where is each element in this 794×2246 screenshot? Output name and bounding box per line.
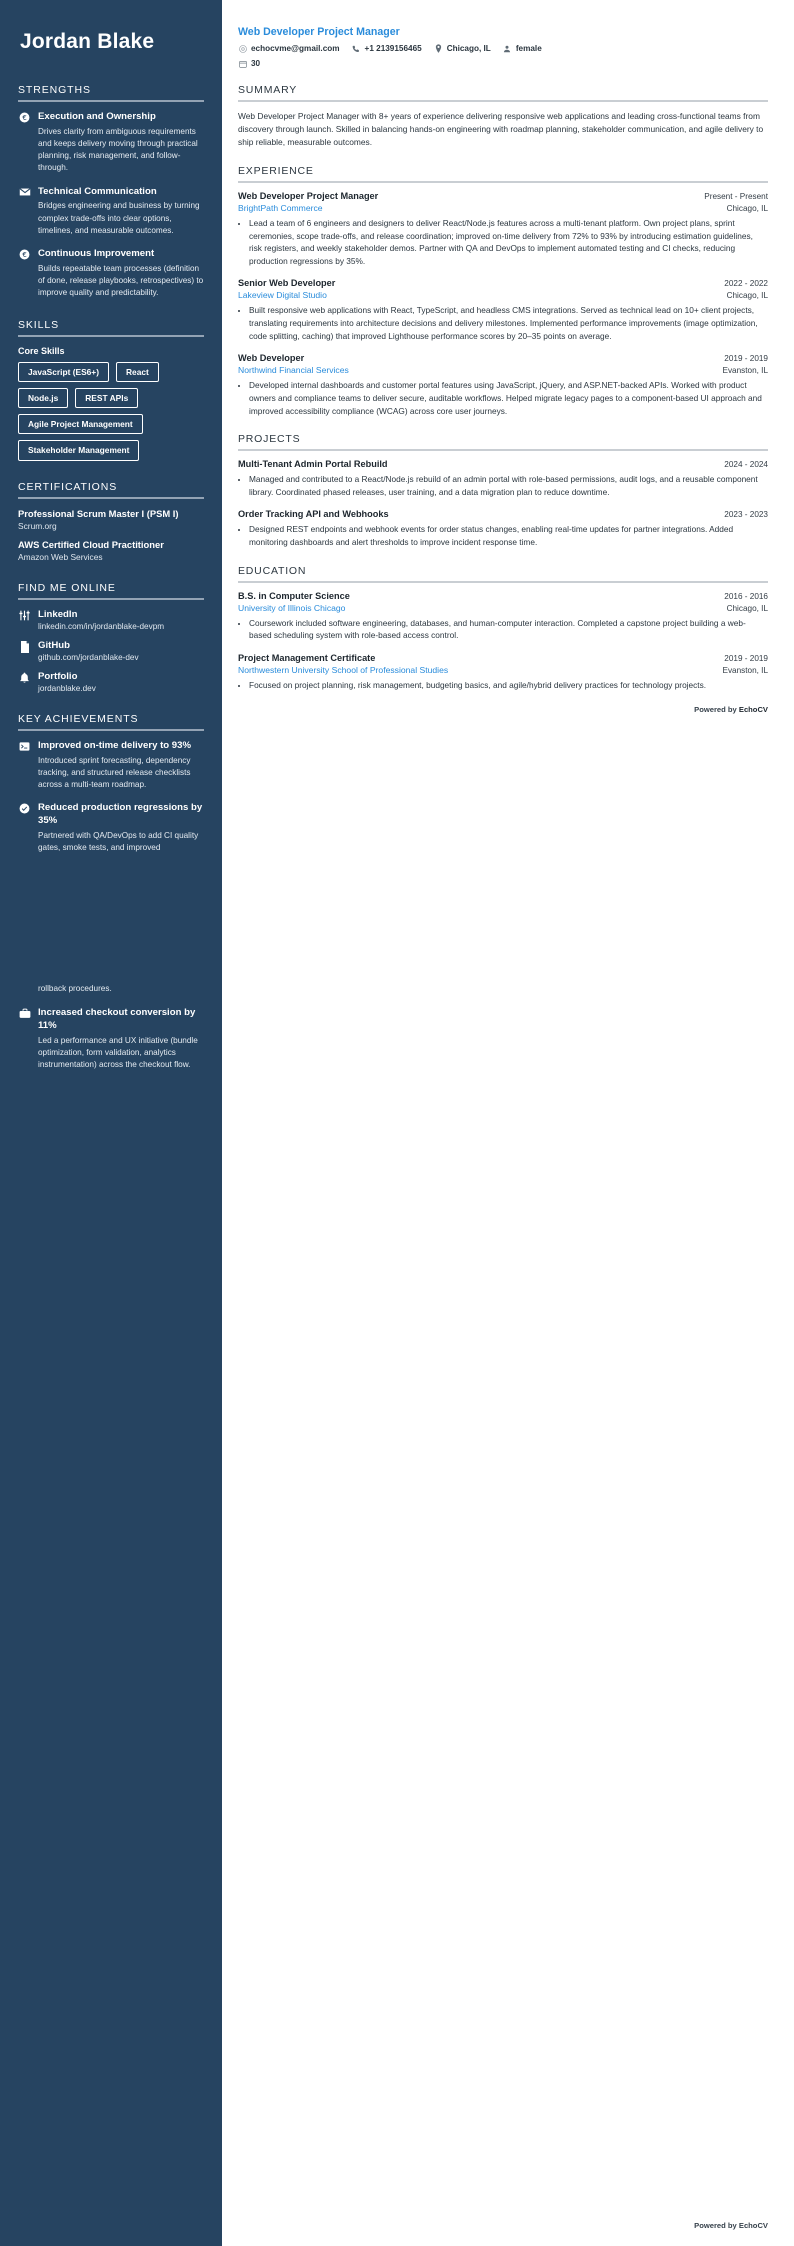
link-label: Portfolio [38, 670, 78, 682]
calendar-icon [238, 60, 247, 68]
entry-date: 2024 - 2024 [724, 460, 768, 470]
strengths-title: STRENGTHS [18, 84, 91, 96]
spacer-icon [18, 983, 31, 995]
entry-school[interactable]: Northwestern University School of Professional Studies [238, 664, 449, 675]
strength-desc: Bridges engineering and business by turning complex trade-offs into clear options, timelines, and measurable outcomes. [38, 201, 200, 235]
achievement-item [18, 1007, 204, 1071]
achievement-title: Reduced production regressions by 35% [38, 802, 203, 827]
strength-title: Execution and Ownership [38, 111, 156, 122]
link-label: GitHub [38, 639, 70, 651]
achievement-item [18, 802, 204, 854]
entry-date: 2023 - 2023 [724, 510, 768, 520]
contact-age [238, 59, 768, 68]
bell-icon [18, 671, 31, 693]
briefcase-icon [18, 1007, 31, 1071]
entry-degree: B.S. in Computer Science [238, 590, 350, 601]
certification-name: AWS Certified Cloud Practitioner [18, 538, 164, 550]
project-entry [238, 459, 768, 498]
achievement-desc: Partnered with QA/DevOps to add CI quality gates, smoke tests, and improved [38, 831, 199, 853]
bullet: • Lead a team of 6 engineers and designers to deliver React/Node.js features across a multi-tenant platform. Own project plans, sprint ceremonies, scope trade-offs, and release coordination; improved on-time delivery from 72% to 93% by introducing estimation guidelines, risk registers, and weekly stakeholder demos. Partner with QA and DevOps to implement automated testing and CI checks, reducing production regressions by 35%. [249, 217, 768, 267]
skill-chip: JavaScript (ES6+) [18, 362, 109, 382]
achievement-desc-overflow: rollback procedures. [38, 984, 112, 994]
entry-bullets [238, 217, 768, 267]
entry-date: 2019 - 2019 [724, 653, 768, 663]
section-divider [238, 100, 768, 102]
link-url: github.com/jordanblake-dev [38, 652, 139, 662]
entry-bullets [238, 304, 768, 342]
strength-desc: Builds repeatable team processes (definition of done, release playbooks, retrospectives) to improve quality and predictability. [38, 263, 204, 298]
contact-row [238, 44, 768, 68]
projects-title: PROJECTS [238, 433, 301, 446]
strength-item [18, 186, 204, 237]
certification-item [18, 539, 204, 562]
strength-item [18, 248, 204, 299]
link-item-linkedin[interactable] [18, 609, 204, 631]
sidebar-section-skills [18, 319, 204, 460]
entry-bullets [238, 379, 768, 417]
sidebar-section-achievements [18, 713, 204, 1071]
entry-school[interactable]: University of Illinois Chicago [238, 602, 346, 613]
entry-bullets [238, 679, 768, 692]
contact-location [434, 44, 491, 53]
entry-location: Evanston, IL [722, 665, 768, 675]
sidebar-section-links [18, 582, 204, 693]
strength-item [18, 111, 204, 175]
skill-chip: REST APIs [75, 388, 138, 408]
skill-chip: Node.js [18, 388, 68, 408]
entry-location: Chicago, IL [726, 603, 768, 613]
entry-bullets [238, 617, 768, 642]
powered-by-brand: EchoCV [738, 705, 768, 715]
section-projects [238, 433, 768, 548]
strength-desc: Drives clarity from ambiguous requirements and keeps delivery moving through practical planning, risk management, and follow-through. [38, 126, 198, 173]
entry-org[interactable]: Northwind Financial Services [238, 365, 349, 376]
achievements-title: KEY ACHIEVEMENTS [18, 712, 139, 725]
entry-role: Senior Web Developer [238, 278, 336, 289]
entry-date: 2022 - 2022 [724, 279, 768, 289]
entry-role: Web Developer Project Manager [238, 191, 379, 202]
candidate-name: Jordan Blake [20, 30, 155, 53]
skill-chip: Agile Project Management [18, 414, 143, 434]
powered-by-prefix: Powered by [694, 705, 739, 715]
entry-bullets [238, 473, 768, 498]
skills-group-label: Core Skills [18, 346, 65, 357]
powered-by-note-bottom [694, 2221, 768, 2230]
entry-degree: Project Management Certificate [238, 652, 376, 663]
link-url: jordanblake.dev [38, 683, 96, 693]
achievement-title: Increased checkout conversion by 11% [38, 1006, 196, 1031]
contact-gender [503, 44, 542, 53]
entry-role: Multi-Tenant Admin Portal Rebuild [238, 459, 388, 470]
entry-location: Evanston, IL [722, 366, 768, 376]
sidebar-section-strengths [18, 84, 204, 299]
certification-item [18, 508, 204, 531]
entry-role: Web Developer [238, 353, 305, 364]
link-item-portfolio[interactable] [18, 671, 204, 693]
section-experience [238, 165, 768, 417]
entry-bullets [238, 523, 768, 548]
svg-text:€: € [22, 250, 27, 259]
education-entry [238, 653, 768, 692]
section-divider [18, 497, 204, 499]
link-url: linkedin.com/in/jordanblake-devpm [38, 621, 165, 631]
summary-text: Web Developer Project Manager with 8+ years of experience delivering responsive web applications and leading cross-functional teams from discovery through launch. Skilled in balancing hands-on engineering with roadmap planning, stakeholder communication, and agile delivery to ship reliable, measurable outcomes. [238, 111, 764, 148]
summary-title: SUMMARY [238, 84, 298, 96]
links-title: FIND ME ONLINE [18, 581, 116, 594]
experience-entry [238, 191, 768, 267]
section-divider [238, 449, 768, 451]
contact-location-text: Chicago, IL [446, 44, 491, 53]
link-item-github[interactable] [18, 640, 204, 662]
check-circle-icon [18, 802, 31, 854]
entry-location: Chicago, IL [726, 204, 768, 214]
sidebar-section-certifications [18, 481, 204, 562]
education-entry [238, 591, 768, 642]
bullet: • Managed and contributed to a React/Node.js rebuild of an admin portal with role-based permissions, audit logs, and a reusable component library. Coordinated phased releases, user training, and a data migration plan to reduce downtime. [249, 473, 768, 498]
powered-by-brand: EchoCV [738, 2221, 768, 2230]
link-label: LinkedIn [38, 608, 78, 620]
section-divider [238, 581, 768, 583]
section-summary [238, 84, 768, 149]
powered-by-note-top [238, 705, 768, 714]
strength-title: Technical Communication [38, 185, 157, 197]
contact-phone-text: +1 2139156465 [364, 44, 422, 53]
terminal-icon [18, 740, 31, 791]
certification-org: Scrum.org [18, 520, 57, 531]
section-divider [18, 335, 204, 337]
certification-name: Professional Scrum Master I (PSM I) [18, 507, 179, 519]
strength-title: Continuous Improvement [38, 247, 155, 259]
certification-org: Amazon Web Services [18, 551, 103, 562]
contact-gender-text: female [515, 44, 542, 53]
achievement-title: Improved on-time delivery to 93% [38, 739, 192, 751]
section-education [238, 565, 768, 692]
certifications-title: CERTIFICATIONS [18, 480, 118, 493]
achievement-item [18, 740, 204, 791]
phone-icon [352, 45, 361, 53]
section-divider [18, 100, 204, 102]
euro-circle-icon [18, 248, 31, 299]
at-icon [238, 45, 247, 53]
file-icon [18, 640, 31, 662]
section-divider [18, 729, 204, 731]
powered-by-prefix: Powered by [694, 2221, 739, 2230]
euro-circle-icon [18, 111, 31, 175]
achievement-desc-continuation [18, 983, 204, 995]
experience-entry [238, 278, 768, 342]
contact-phone[interactable] [352, 44, 422, 53]
project-entry [238, 509, 768, 548]
skill-chip: React [116, 362, 159, 382]
bullet: • Coursework included software engineering, databases, and human-computer interaction. Completed a capstone project building a web-based scheduling system with role-based access control. [249, 617, 768, 642]
bullet: • Designed REST endpoints and webhook events for order status changes, enabling real-time updates for partner integrations. Added monitoring dashboards and alert thresholds to improve incident response time. [249, 523, 768, 548]
sidebar [0, 0, 222, 2246]
main-content [222, 0, 794, 2246]
section-divider [238, 181, 768, 183]
bullet: • Focused on project planning, risk management, budgeting basics, and agile/hybrid delivery practices for technology projects. [249, 679, 768, 692]
headline-title: Web Developer Project Manager [238, 26, 400, 38]
entry-date: 2016 - 2016 [724, 591, 768, 601]
page-break-gap [18, 865, 204, 983]
bullet: • Developed internal dashboards and customer portal features using JavaScript, jQuery, and ASP.NET-backed APIs. Worked with product owners and compliance teams to deliver secure, auditable workflows. Helped migrate legacy pages to a component-based UI approach and improved accessibility compliance (WCAG) across core user journeys. [249, 379, 768, 417]
entry-org[interactable]: Lakeview Digital Studio [238, 290, 327, 301]
section-divider [18, 598, 204, 600]
pin-icon [434, 44, 443, 53]
contact-email[interactable] [238, 44, 340, 53]
experience-entry [238, 353, 768, 417]
skill-chip-list [18, 362, 204, 460]
sliders-icon [18, 609, 31, 631]
experience-title: EXPERIENCE [238, 165, 314, 178]
entry-org[interactable]: BrightPath Commerce [238, 203, 323, 214]
contact-email-text: echocvme@gmail.com [251, 44, 340, 53]
entry-date: 2019 - 2019 [724, 354, 768, 364]
svg-text:€: € [22, 113, 27, 122]
achievement-desc: Introduced sprint forecasting, dependency tracking, and structured release checklists across a multi-team roadmap. [38, 755, 191, 790]
bullet: • Built responsive web applications with React, TypeScript, and headless CMS integrations. Served as technical lead on 10+ client projects, translating requirements into architecture decisions and delivery milestones. Implemented performance improvements (image optimization, code splitting, caching) that improved Lighthouse performance scores by 20–35 points on average. [249, 304, 768, 342]
achievement-desc: Led a performance and UX initiative (bundle optimization, form validation, analytics instrumentation) across the checkout flow. [38, 1035, 198, 1069]
skill-chip: Stakeholder Management [18, 440, 139, 460]
person-icon [503, 45, 512, 53]
entry-location: Chicago, IL [726, 291, 768, 301]
envelope-icon [18, 186, 31, 237]
contact-age-text: 30 [251, 59, 261, 68]
education-title: EDUCATION [238, 564, 307, 577]
entry-date: Present - Present [704, 192, 768, 202]
entry-role: Order Tracking API and Webhooks [238, 509, 389, 520]
skills-title: SKILLS [18, 319, 60, 332]
